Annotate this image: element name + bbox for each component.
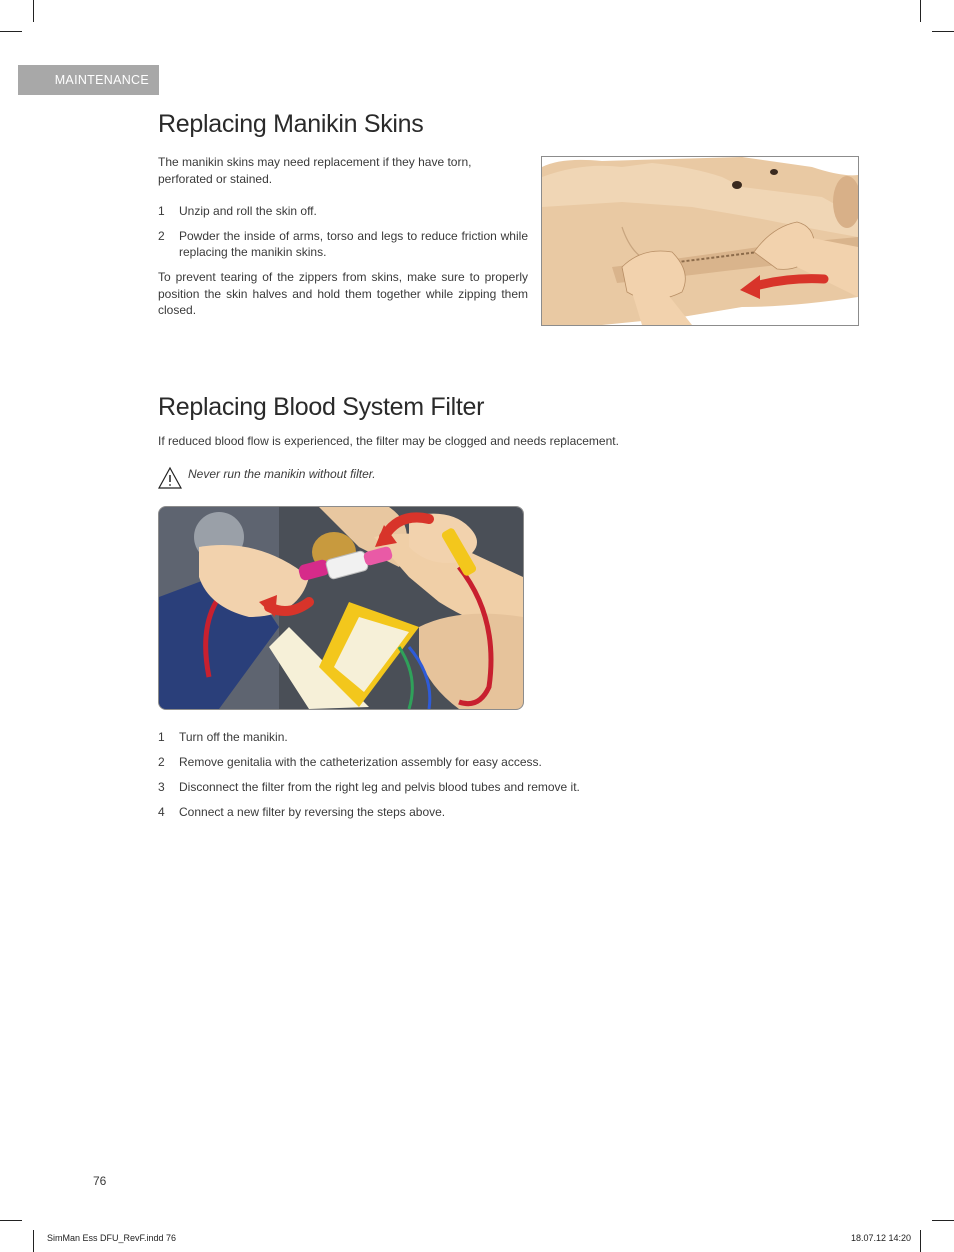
skins-step bbox=[158, 228, 528, 262]
warning-icon bbox=[158, 466, 182, 490]
page-number: 76 bbox=[93, 1174, 107, 1188]
crop-mark bbox=[33, 1230, 34, 1252]
step-number: 2 bbox=[158, 755, 165, 769]
blood-filter-illustration bbox=[158, 506, 524, 710]
step-number: 4 bbox=[158, 805, 165, 819]
step-text: Turn off the manikin. bbox=[179, 730, 288, 744]
step-number: 1 bbox=[158, 204, 165, 218]
filter-step bbox=[158, 729, 658, 745]
step-number: 3 bbox=[158, 780, 165, 794]
crop-mark bbox=[920, 1230, 921, 1252]
filter-title: Replacing Blood System Filter bbox=[158, 393, 485, 421]
step-text: Disconnect the filter from the right leg and pelvis blood tubes and remove it. bbox=[179, 780, 580, 794]
crop-mark bbox=[0, 1220, 22, 1221]
slug-filename: SimMan Ess DFU_RevF.indd 76 bbox=[47, 1233, 177, 1243]
step-text: Connect a new filter by reversing the steps above. bbox=[179, 805, 446, 819]
warning-text: Never run the manikin without filter. bbox=[188, 467, 376, 481]
filter-step bbox=[158, 779, 658, 795]
step-text: Remove genitalia with the catheterization assembly for easy access. bbox=[179, 755, 542, 769]
slug-date: 18.07.12 14:20 bbox=[851, 1233, 912, 1243]
filter-step bbox=[158, 754, 658, 770]
section-tag: MAINTENANCE bbox=[18, 65, 159, 95]
step-text: Powder the inside of arms, torso and legs to reduce friction while replacing the manikin skins. bbox=[179, 229, 528, 259]
crop-mark bbox=[920, 0, 921, 22]
step-number: 1 bbox=[158, 730, 165, 744]
crop-mark bbox=[0, 31, 22, 32]
filter-intro: If reduced blood flow is experienced, the filter may be clogged and needs replacement. bbox=[158, 434, 619, 448]
filter-step bbox=[158, 804, 658, 820]
crop-mark bbox=[33, 0, 34, 22]
skins-step bbox=[158, 203, 528, 219]
crop-mark bbox=[932, 1220, 954, 1221]
skins-intro: The manikin skins may need replacement if they have torn, perforated or stained. bbox=[158, 155, 472, 186]
step-number: 2 bbox=[158, 229, 165, 243]
skins-title: Replacing Manikin Skins bbox=[158, 110, 424, 138]
skins-note: To prevent tearing of the zippers from skins, make sure to properly position the skin halves and hold them together while zipping them closed. bbox=[158, 270, 528, 317]
skin-zipper-illustration bbox=[541, 156, 859, 326]
crop-mark bbox=[932, 31, 954, 32]
step-text: Unzip and roll the skin off. bbox=[179, 204, 317, 218]
